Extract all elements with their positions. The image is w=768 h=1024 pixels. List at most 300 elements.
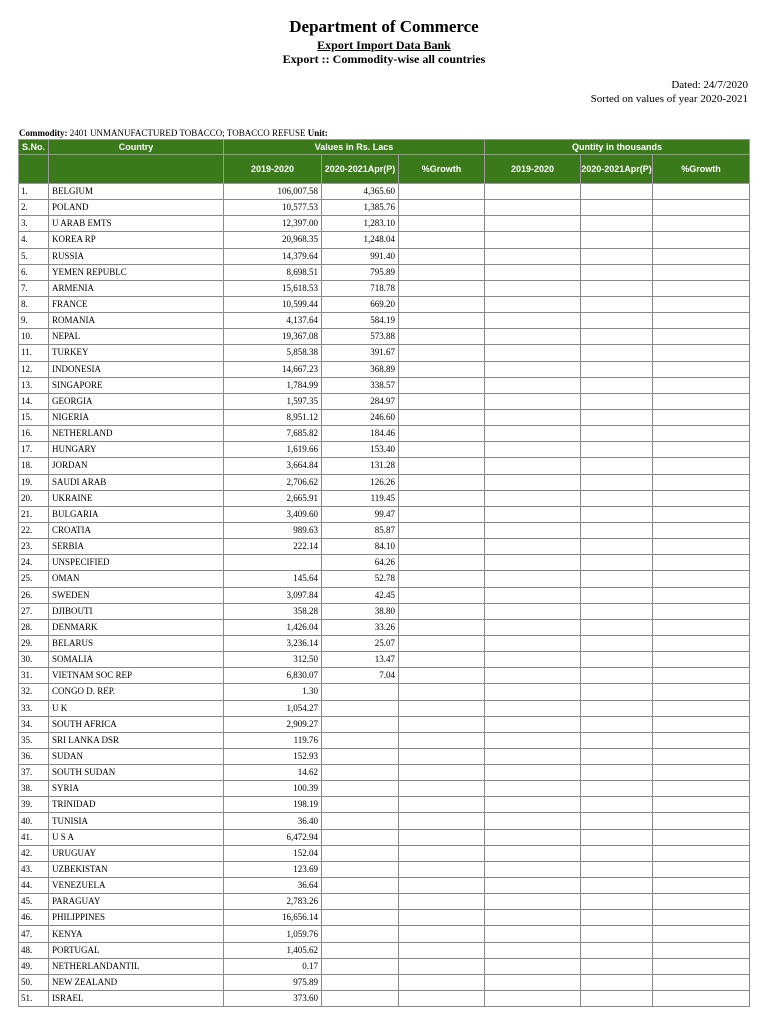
qty-growth-cell — [653, 329, 750, 345]
sno-cell: 30. — [19, 652, 49, 668]
table-row — [19, 652, 750, 668]
table-row — [19, 474, 750, 490]
value-2019-cell: 1,597.35 — [224, 393, 322, 409]
qty-growth-cell — [653, 248, 750, 264]
sno-cell: 18. — [19, 458, 49, 474]
value-2020-cell: 718.78 — [322, 280, 399, 296]
value-2020-cell: 4,365.60 — [322, 184, 399, 200]
table-row — [19, 345, 750, 361]
table-row — [19, 264, 750, 280]
qty-2020-cell — [581, 442, 653, 458]
value-2019-cell: 1,054.27 — [224, 700, 322, 716]
qty-2019-cell — [485, 829, 581, 845]
value-2019-cell: 16,656.14 — [224, 910, 322, 926]
sno-cell: 16. — [19, 426, 49, 442]
qty-growth-cell — [653, 393, 750, 409]
sno-cell: 25. — [19, 571, 49, 587]
qty-2019-cell — [485, 991, 581, 1007]
qty-2019-cell — [485, 474, 581, 490]
country-cell: SOUTH SUDAN — [49, 765, 224, 781]
value-growth-cell — [399, 280, 485, 296]
table-row — [19, 377, 750, 393]
qty-growth-cell — [653, 522, 750, 538]
value-2019-cell: 12,397.00 — [224, 216, 322, 232]
value-2020-cell — [322, 942, 399, 958]
qty-growth-cell — [653, 506, 750, 522]
qty-2020-cell — [581, 232, 653, 248]
qty-growth-cell — [653, 652, 750, 668]
dated-text: Dated: 24/7/2020 — [671, 79, 748, 91]
qty-year2-header: 2020-2021Apr(P) — [581, 155, 653, 184]
qty-growth-cell — [653, 619, 750, 635]
qty-2019-cell — [485, 942, 581, 958]
table-row — [19, 716, 750, 732]
value-2019-cell: 10,577.53 — [224, 200, 322, 216]
qty-2020-cell — [581, 522, 653, 538]
country-cell: UZBEKISTAN — [49, 861, 224, 877]
qty-2019-cell — [485, 313, 581, 329]
qty-growth-cell — [653, 555, 750, 571]
data-table — [18, 139, 750, 1007]
qty-growth-cell — [653, 539, 750, 555]
value-growth-cell — [399, 296, 485, 312]
value-2019-cell: 1,784.99 — [224, 377, 322, 393]
sno-cell: 48. — [19, 942, 49, 958]
qty-2019-cell — [485, 635, 581, 651]
qty-2020-cell — [581, 345, 653, 361]
table-row — [19, 991, 750, 1007]
table-row — [19, 442, 750, 458]
value-2019-cell: 1,059.76 — [224, 926, 322, 942]
qty-2019-cell — [485, 296, 581, 312]
qty-2019-cell — [485, 442, 581, 458]
value-growth-cell — [399, 894, 485, 910]
sno-cell: 24. — [19, 555, 49, 571]
sno-cell: 15. — [19, 409, 49, 425]
qty-growth-cell — [653, 409, 750, 425]
qty-2020-cell — [581, 910, 653, 926]
qty-2019-cell — [485, 684, 581, 700]
qty-2020-cell — [581, 684, 653, 700]
qty-2019-cell — [485, 958, 581, 974]
qty-growth-header: %Growth — [653, 155, 750, 184]
sno-cell: 31. — [19, 668, 49, 684]
value-2020-cell — [322, 991, 399, 1007]
value-growth-cell — [399, 700, 485, 716]
value-growth-cell — [399, 555, 485, 571]
qty-2019-cell — [485, 781, 581, 797]
table-row — [19, 200, 750, 216]
value-2019-cell: 975.89 — [224, 974, 322, 990]
qty-2020-cell — [581, 958, 653, 974]
value-2020-cell — [322, 958, 399, 974]
table-row — [19, 280, 750, 296]
value-2020-cell — [322, 813, 399, 829]
sno-cell: 40. — [19, 813, 49, 829]
qty-growth-cell — [653, 700, 750, 716]
qty-2020-cell — [581, 184, 653, 200]
country-cell: INDONESIA — [49, 361, 224, 377]
qty-growth-cell — [653, 200, 750, 216]
qty-2020-cell — [581, 926, 653, 942]
sno-cell: 10. — [19, 329, 49, 345]
qty-growth-cell — [653, 361, 750, 377]
page-subtitle-2: Export :: Commodity-wise all countries — [282, 52, 486, 66]
value-2020-cell: 84.10 — [322, 539, 399, 555]
qty-2020-cell — [581, 555, 653, 571]
value-growth-cell — [399, 184, 485, 200]
qty-2020-cell — [581, 732, 653, 748]
country-cell: SRI LANKA DSR — [49, 732, 224, 748]
value-growth-cell — [399, 345, 485, 361]
value-2020-cell — [322, 700, 399, 716]
sno-cell: 45. — [19, 894, 49, 910]
qty-growth-cell — [653, 910, 750, 926]
qty-2019-cell — [485, 345, 581, 361]
qty-growth-cell — [653, 829, 750, 845]
qty-2020-cell — [581, 845, 653, 861]
qty-2020-cell — [581, 361, 653, 377]
country-cell: VENEZUELA — [49, 878, 224, 894]
country-cell: BULGARIA — [49, 506, 224, 522]
value-2020-cell — [322, 878, 399, 894]
country-cell: SWEDEN — [49, 587, 224, 603]
country-cell: NIGERIA — [49, 409, 224, 425]
value-2020-cell: 85.87 — [322, 522, 399, 538]
value-2020-cell: 52.78 — [322, 571, 399, 587]
value-2019-cell: 3,097.84 — [224, 587, 322, 603]
value-2020-cell: 1,248.04 — [322, 232, 399, 248]
page-title: Department of Commerce — [289, 17, 479, 36]
table-row — [19, 797, 750, 813]
value-2020-cell: 153.40 — [322, 442, 399, 458]
value-growth-cell — [399, 426, 485, 442]
sno-cell: 27. — [19, 603, 49, 619]
qty-2020-cell — [581, 813, 653, 829]
qty-2019-cell — [485, 716, 581, 732]
table-row — [19, 684, 750, 700]
qty-2019-cell — [485, 732, 581, 748]
country-cell: SERBIA — [49, 539, 224, 555]
page-subtitle: Export Import Data Bank — [317, 38, 451, 52]
qty-2020-cell — [581, 280, 653, 296]
qty-2019-cell — [485, 878, 581, 894]
value-2019-cell: 123.69 — [224, 861, 322, 877]
value-2019-cell: 20,968.35 — [224, 232, 322, 248]
value-growth-cell — [399, 861, 485, 877]
value-growth-cell — [399, 974, 485, 990]
qty-growth-cell — [653, 813, 750, 829]
qty-2020-cell — [581, 748, 653, 764]
value-growth-cell — [399, 716, 485, 732]
country-cell: ROMANIA — [49, 313, 224, 329]
value-growth-cell — [399, 313, 485, 329]
country-cell: UNSPECIFIED — [49, 555, 224, 571]
value-growth-cell — [399, 458, 485, 474]
country-cell: FRANCE — [49, 296, 224, 312]
qty-2019-cell — [485, 184, 581, 200]
qty-2020-cell — [581, 781, 653, 797]
qty-growth-cell — [653, 716, 750, 732]
value-2019-cell: 222.14 — [224, 539, 322, 555]
country-cell: BELARUS — [49, 635, 224, 651]
qty-growth-cell — [653, 635, 750, 651]
value-growth-cell — [399, 474, 485, 490]
qty-2019-cell — [485, 458, 581, 474]
sno-cell: 22. — [19, 522, 49, 538]
value-year1-header: 2019-2020 — [224, 155, 322, 184]
qty-2019-cell — [485, 700, 581, 716]
table-row — [19, 539, 750, 555]
qty-2020-cell — [581, 248, 653, 264]
qty-growth-cell — [653, 603, 750, 619]
qty-2019-cell — [485, 894, 581, 910]
table-row — [19, 296, 750, 312]
sno-cell: 23. — [19, 539, 49, 555]
value-growth-cell — [399, 652, 485, 668]
qty-2020-cell — [581, 668, 653, 684]
qty-2020-cell — [581, 506, 653, 522]
country-cell: PARAGUAY — [49, 894, 224, 910]
qty-2019-cell — [485, 393, 581, 409]
qty-2020-cell — [581, 942, 653, 958]
value-2020-cell — [322, 829, 399, 845]
country-subheader — [49, 155, 224, 184]
qty-2019-cell — [485, 248, 581, 264]
value-growth-cell — [399, 619, 485, 635]
sno-cell: 1. — [19, 184, 49, 200]
table-row — [19, 845, 750, 861]
sorted-text: Sorted on values of year 2020-2021 — [590, 93, 748, 105]
table-row — [19, 635, 750, 651]
country-cell: DJIBOUTI — [49, 603, 224, 619]
qty-2020-cell — [581, 329, 653, 345]
qty-2019-cell — [485, 506, 581, 522]
value-2019-cell: 198.19 — [224, 797, 322, 813]
country-cell: BELGIUM — [49, 184, 224, 200]
sno-cell: 2. — [19, 200, 49, 216]
value-growth-cell — [399, 926, 485, 942]
sno-cell: 5. — [19, 248, 49, 264]
value-2019-cell: 8,698.51 — [224, 264, 322, 280]
qty-2020-cell — [581, 539, 653, 555]
value-2020-cell: 33.26 — [322, 619, 399, 635]
value-2020-cell: 131.28 — [322, 458, 399, 474]
table-row — [19, 700, 750, 716]
value-2020-cell — [322, 910, 399, 926]
value-growth-cell — [399, 910, 485, 926]
table-row — [19, 942, 750, 958]
value-2019-cell: 358.28 — [224, 603, 322, 619]
value-2020-cell — [322, 748, 399, 764]
value-2019-cell: 6,830.07 — [224, 668, 322, 684]
sno-cell: 26. — [19, 587, 49, 603]
country-cell: NETHERLAND — [49, 426, 224, 442]
qty-2019-cell — [485, 926, 581, 942]
qty-2020-cell — [581, 458, 653, 474]
unit-label: Unit: — [307, 128, 328, 138]
value-growth-cell — [399, 813, 485, 829]
qty-2020-cell — [581, 829, 653, 845]
country-cell: U S A — [49, 829, 224, 845]
value-growth-cell — [399, 506, 485, 522]
value-growth-cell — [399, 264, 485, 280]
country-cell: U ARAB EMTS — [49, 216, 224, 232]
value-2019-cell: 3,236.14 — [224, 635, 322, 651]
value-2019-cell: 6,472.94 — [224, 829, 322, 845]
country-cell: TURKEY — [49, 345, 224, 361]
table-row — [19, 974, 750, 990]
sno-cell: 47. — [19, 926, 49, 942]
value-2019-cell: 152.04 — [224, 845, 322, 861]
table-row — [19, 781, 750, 797]
country-cell: ISRAEL — [49, 991, 224, 1007]
table-row — [19, 571, 750, 587]
value-2019-cell: 3,664.84 — [224, 458, 322, 474]
qty-growth-cell — [653, 296, 750, 312]
qty-growth-cell — [653, 345, 750, 361]
table-row — [19, 361, 750, 377]
table-row — [19, 926, 750, 942]
value-growth-cell — [399, 329, 485, 345]
sno-cell: 46. — [19, 910, 49, 926]
table-row — [19, 458, 750, 474]
qty-growth-cell — [653, 926, 750, 942]
table-row — [19, 555, 750, 571]
country-cell: DENMARK — [49, 619, 224, 635]
country-cell: URUGUAY — [49, 845, 224, 861]
sno-cell: 14. — [19, 393, 49, 409]
qty-growth-cell — [653, 861, 750, 877]
sno-cell: 21. — [19, 506, 49, 522]
qty-2019-cell — [485, 910, 581, 926]
sno-cell: 35. — [19, 732, 49, 748]
value-2020-cell — [322, 926, 399, 942]
value-growth-cell — [399, 732, 485, 748]
sno-header: S.No. — [19, 140, 49, 155]
sno-cell: 36. — [19, 748, 49, 764]
country-cell: POLAND — [49, 200, 224, 216]
commodity-label: Commodity: — [19, 128, 68, 138]
sno-cell: 11. — [19, 345, 49, 361]
qty-2020-cell — [581, 991, 653, 1007]
commodity-value: 2401 UNMANUFACTURED TOBACCO; TOBACCO REFUSE — [69, 128, 306, 138]
qty-2019-cell — [485, 522, 581, 538]
value-2020-cell: 126.26 — [322, 474, 399, 490]
value-2020-cell: 25.07 — [322, 635, 399, 651]
country-cell: TRINIDAD — [49, 797, 224, 813]
qty-2019-cell — [485, 426, 581, 442]
country-cell: PHILIPPINES — [49, 910, 224, 926]
value-2019-cell: 19,367.08 — [224, 329, 322, 345]
sno-cell: 4. — [19, 232, 49, 248]
table-row — [19, 490, 750, 506]
qty-2020-cell — [581, 603, 653, 619]
sno-cell: 9. — [19, 313, 49, 329]
qty-2019-cell — [485, 200, 581, 216]
country-cell: OMAN — [49, 571, 224, 587]
qty-2020-cell — [581, 700, 653, 716]
value-2020-cell — [322, 765, 399, 781]
qty-2020-cell — [581, 216, 653, 232]
qty-2019-cell — [485, 232, 581, 248]
value-growth-cell — [399, 765, 485, 781]
value-growth-cell — [399, 829, 485, 845]
sno-cell: 29. — [19, 635, 49, 651]
country-cell: CONGO D. REP. — [49, 684, 224, 700]
qty-growth-cell — [653, 458, 750, 474]
value-2019-cell: 2,909.27 — [224, 716, 322, 732]
value-2020-cell: 573.88 — [322, 329, 399, 345]
value-growth-cell — [399, 393, 485, 409]
qty-2019-cell — [485, 813, 581, 829]
value-2019-cell: 1,405.62 — [224, 942, 322, 958]
table-row — [19, 522, 750, 538]
qty-growth-cell — [653, 587, 750, 603]
qty-growth-cell — [653, 797, 750, 813]
value-2020-cell: 13.47 — [322, 652, 399, 668]
table-row — [19, 329, 750, 345]
sno-cell: 49. — [19, 958, 49, 974]
qty-2020-cell — [581, 716, 653, 732]
sno-cell: 39. — [19, 797, 49, 813]
qty-growth-cell — [653, 958, 750, 974]
value-2019-cell: 2,783.26 — [224, 894, 322, 910]
qty-2019-cell — [485, 377, 581, 393]
sno-cell: 12. — [19, 361, 49, 377]
qty-2019-cell — [485, 216, 581, 232]
value-2019-cell: 5,858.38 — [224, 345, 322, 361]
qty-growth-cell — [653, 781, 750, 797]
qty-2020-cell — [581, 474, 653, 490]
sno-cell: 42. — [19, 845, 49, 861]
qty-growth-cell — [653, 878, 750, 894]
value-2019-cell: 312.50 — [224, 652, 322, 668]
value-2019-cell — [224, 555, 322, 571]
value-growth-cell — [399, 361, 485, 377]
sno-cell: 13. — [19, 377, 49, 393]
value-2020-cell: 1,283.10 — [322, 216, 399, 232]
qty-2020-cell — [581, 313, 653, 329]
value-growth-cell — [399, 797, 485, 813]
value-growth-cell — [399, 845, 485, 861]
table-row — [19, 732, 750, 748]
qty-2020-cell — [581, 296, 653, 312]
sno-cell: 8. — [19, 296, 49, 312]
value-2019-cell: 989.63 — [224, 522, 322, 538]
qty-2019-cell — [485, 619, 581, 635]
qty-2019-cell — [485, 765, 581, 781]
sno-cell: 50. — [19, 974, 49, 990]
qty-2019-cell — [485, 652, 581, 668]
qty-2019-cell — [485, 974, 581, 990]
qty-2020-cell — [581, 490, 653, 506]
value-growth-cell — [399, 587, 485, 603]
value-2019-cell: 152.93 — [224, 748, 322, 764]
qty-growth-cell — [653, 991, 750, 1007]
qty-2019-cell — [485, 329, 581, 345]
value-growth-cell — [399, 232, 485, 248]
table-row — [19, 861, 750, 877]
qty-2020-cell — [581, 571, 653, 587]
value-2020-cell — [322, 732, 399, 748]
value-2020-cell: 284.97 — [322, 393, 399, 409]
table-row — [19, 765, 750, 781]
value-2020-cell: 184.46 — [322, 426, 399, 442]
value-2019-cell: 14,667.23 — [224, 361, 322, 377]
value-2019-cell: 100.39 — [224, 781, 322, 797]
sno-cell: 51. — [19, 991, 49, 1007]
